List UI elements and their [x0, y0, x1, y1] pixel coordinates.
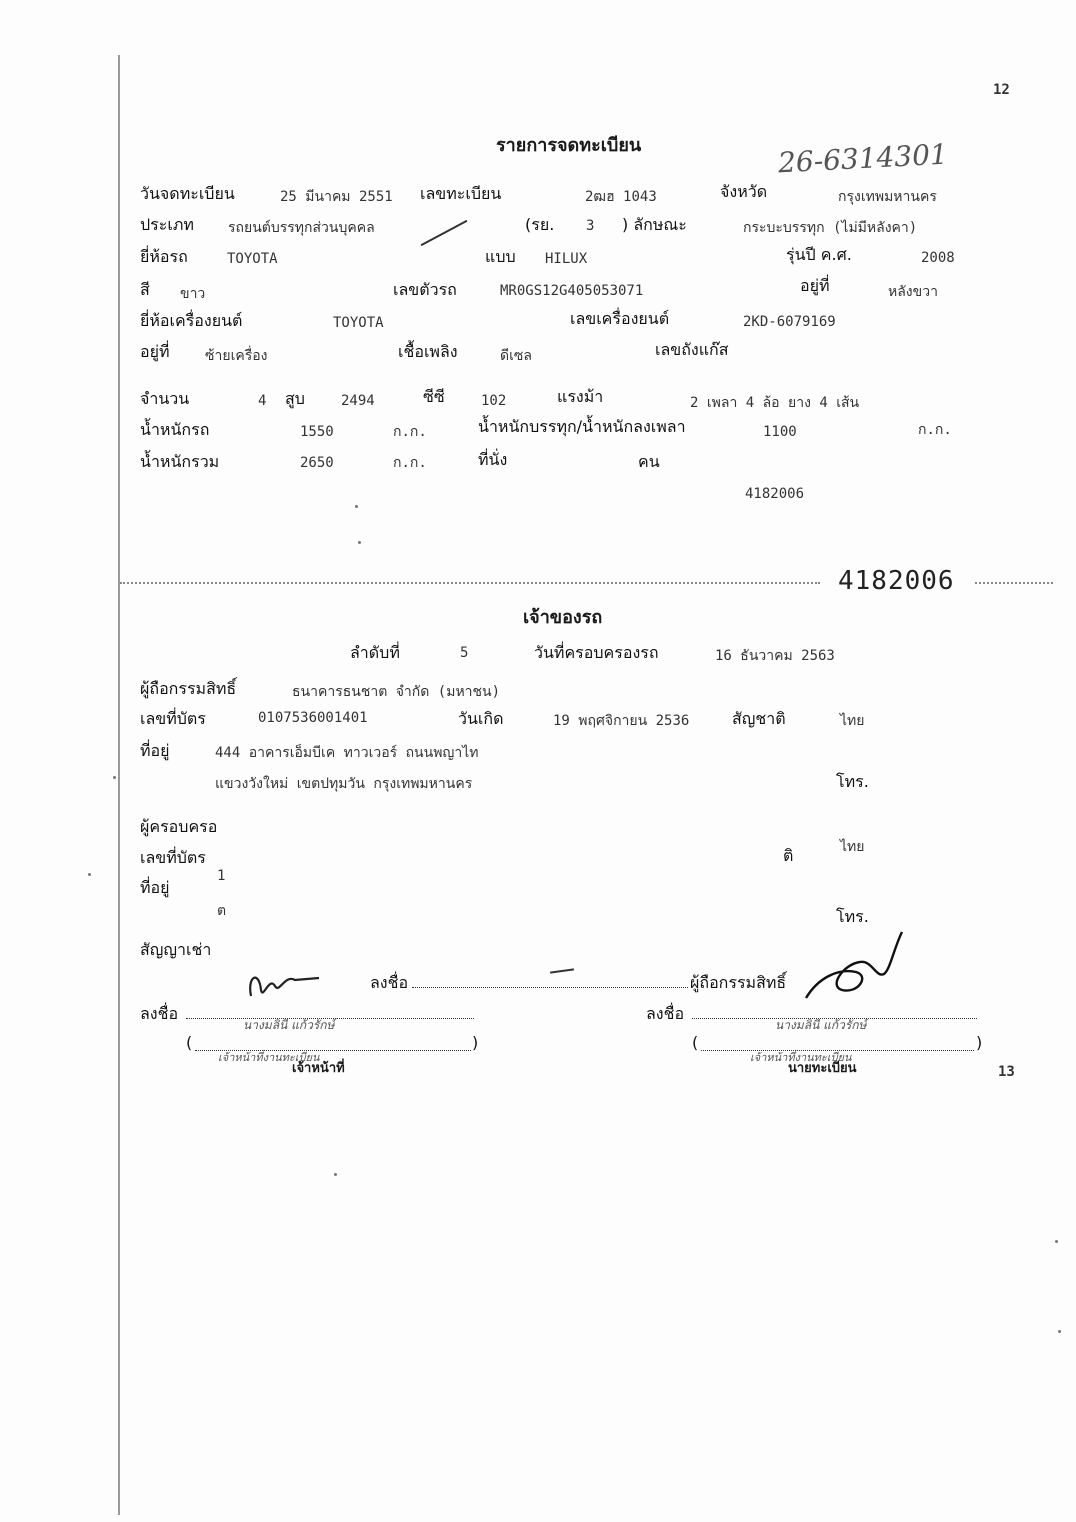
sign-right-name: นางมลินี แก้วรักษ์	[775, 1018, 867, 1032]
id-value: 0107536001401	[258, 710, 368, 726]
sign-mid-mark	[550, 968, 574, 973]
page-margin-line	[118, 55, 120, 1515]
holder-signature	[798, 928, 908, 1010]
official-signature-left	[245, 966, 325, 1004]
engine-number-label: เลขเครื่องยนต์	[570, 309, 670, 328]
cylinder-label: สูบ	[285, 389, 305, 408]
holder-sign-label: ผู้ถือกรรมสิทธิ์	[690, 973, 787, 992]
section-divider	[120, 582, 820, 584]
seat-unit: คน	[638, 452, 660, 471]
cc-label: ซีซี	[423, 387, 445, 406]
order-value: 5	[460, 645, 469, 661]
year-value: 2008	[921, 250, 955, 266]
page-number-bottom: 13	[998, 1064, 1015, 1080]
weight-unit: ก.ก.	[393, 424, 427, 440]
possess-date-label: วันที่ครอบครองรถ	[534, 643, 659, 662]
order-label: ลำดับที่	[350, 643, 400, 662]
engine-brand-label: ยี่ห้อเครื่องยนต์	[140, 311, 243, 330]
sign-left-role: เจ้าหน้าที่	[292, 1061, 345, 1076]
possessor-id-label: เลขที่บัตร	[140, 848, 206, 867]
hp-value: 102	[481, 393, 507, 409]
possessor-address-line-2: ต	[217, 903, 227, 919]
total-weight-unit: ก.ก.	[393, 455, 427, 471]
holder-label: ผู้ถือกรรมสิทธิ์	[140, 679, 237, 698]
sign-right-title: เจ้าหน้าที่งานทะเบียน	[750, 1051, 852, 1064]
possessor-nation-fragment: ติ	[783, 846, 794, 865]
registration-title: รายการจดทะเบียน	[496, 135, 642, 156]
province-label: จังหวัด	[720, 182, 768, 201]
sign-left-name: นางมลินี แก้วรักษ์	[243, 1018, 335, 1032]
engine-location-label: อยู่ที่	[140, 342, 170, 361]
chassis-label: เลขตัวรถ	[393, 280, 457, 299]
possess-date-value: 16 ธันวาคม 2563	[715, 648, 835, 664]
plate-label: เลขทะเบียน	[420, 184, 502, 203]
model-value: HILUX	[545, 251, 588, 267]
weight-value: 1550	[300, 424, 334, 440]
weight-label: น้ำหนักรถ	[140, 420, 210, 439]
sign-right-label: ลงชื่อ	[646, 1004, 685, 1023]
brand-value: TOYOTA	[227, 251, 278, 267]
sign-mid-label: ลงชื่อ	[370, 973, 409, 992]
color-label: สี	[140, 280, 150, 299]
load-unit: ก.ก.	[918, 422, 952, 438]
chassis-location-value: หลังขวา	[888, 284, 938, 300]
id-label: เลขที่บัตร	[140, 709, 206, 728]
brand-label: ยี่ห้อรถ	[140, 247, 188, 266]
plate-value: 2ฒฮ 1043	[585, 189, 657, 205]
nation-label: สัญชาติ	[732, 709, 786, 728]
sign-left-paren-open: (	[186, 1033, 193, 1052]
year-label: รุ่นปี ค.ศ.	[786, 245, 852, 264]
sign-right-role: นายทะเบียน	[788, 1061, 857, 1076]
seat-label: ที่นั่ง	[478, 450, 508, 469]
scan-speck	[334, 1173, 337, 1176]
hp-label: แรงม้า	[557, 387, 604, 406]
scan-speck	[355, 505, 358, 508]
sign-left-label: ลงชื่อ	[140, 1004, 179, 1023]
page-number-top: 12	[993, 82, 1010, 98]
scan-speck	[358, 541, 361, 544]
reg-date-value: 25 มีนาคม 2551	[280, 189, 393, 205]
total-weight-value: 2650	[300, 455, 334, 471]
possessor-label: ผู้ครอบครอ	[140, 817, 218, 836]
engine-brand-value: TOYOTA	[333, 315, 384, 331]
ry-label: (รย.	[525, 215, 555, 234]
style-label: ) ลักษณะ	[622, 215, 687, 234]
fuel-value: ดีเซล	[500, 348, 532, 364]
address-line-2: แขวงวังใหม่ เขตปทุมวัน กรุงเทพมหานคร	[215, 776, 473, 792]
scan-speck	[1055, 1240, 1058, 1243]
scan-speck	[88, 873, 91, 876]
handwritten-number: 26-6314301	[777, 137, 949, 180]
load-label: น้ำหนักบรรทุก/น้ำหนักลงเพลา	[478, 417, 686, 436]
reg-date-label: วันจดทะเบียน	[140, 184, 235, 203]
nation-value: ไทย	[840, 713, 865, 729]
engine-number-value: 2KD-6079169	[743, 314, 836, 330]
stamp-number: 4182006	[838, 566, 955, 596]
holder-value: ธนาคารธนชาต จำกัด (มหาชน)	[292, 684, 501, 700]
sign-right-paren-close: )	[976, 1033, 983, 1052]
sign-left-title: เจ้าหน้าที่งานทะเบียน	[218, 1051, 320, 1064]
type-label: ประเภท	[140, 215, 194, 234]
possessor-address-label: ที่อยู่	[140, 878, 170, 897]
gas-tank-label: เลขถังแก๊ส	[655, 340, 729, 359]
possessor-address-line-1: 1	[217, 868, 226, 884]
birth-value: 19 พฤศจิกายน 2536	[553, 713, 690, 729]
engine-location-value: ซ้ายเครื่อง	[205, 348, 268, 364]
birth-label: วันเกิด	[458, 709, 504, 728]
owner-title: เจ้าของรถ	[523, 607, 603, 628]
sign-mid-line	[412, 987, 688, 988]
ry-value: 3	[586, 218, 595, 234]
load-value: 1100	[763, 424, 797, 440]
model-label: แบบ	[485, 247, 516, 266]
possessor-tel-label: โทร.	[836, 907, 869, 926]
scan-speck	[1058, 1330, 1061, 1333]
tel-label: โทร.	[836, 772, 869, 791]
total-weight-label: น้ำหนักรวม	[140, 452, 220, 471]
sign-left-paren-close: )	[472, 1033, 479, 1052]
lease-label: สัญญาเช่า	[140, 940, 212, 959]
chassis-location-label: อยู่ที่	[800, 276, 830, 295]
address-label: ที่อยู่	[140, 741, 170, 760]
axle-value: 2 เพลา 4 ล้อ ยาง 4 เส้น	[690, 395, 860, 411]
type-value: รถยนต์บรรทุกส่วนบุคคล	[228, 220, 375, 236]
count-value: 4	[258, 393, 267, 409]
fuel-label: เชื้อเพลิง	[398, 342, 458, 361]
section-divider-right	[975, 582, 1053, 584]
reference-number: 4182006	[745, 486, 805, 502]
cc-value: 2494	[341, 393, 375, 409]
scan-speck	[113, 776, 116, 779]
count-label: จำนวน	[140, 389, 190, 408]
possessor-nation-value: ไทย	[840, 839, 865, 855]
province-value: กรุงเทพมหานคร	[838, 189, 937, 205]
pen-stroke-mark	[421, 220, 468, 246]
color-value: ขาว	[180, 286, 206, 302]
chassis-value: MR0GS12G405053071	[500, 283, 644, 299]
style-value: กระบะบรรทุก (ไม่มีหลังคา)	[743, 220, 918, 236]
address-line-1: 444 อาคารเอ็มบีเค ทาวเวอร์ ถนนพญาไท	[215, 745, 479, 761]
sign-right-paren-open: (	[692, 1033, 699, 1052]
